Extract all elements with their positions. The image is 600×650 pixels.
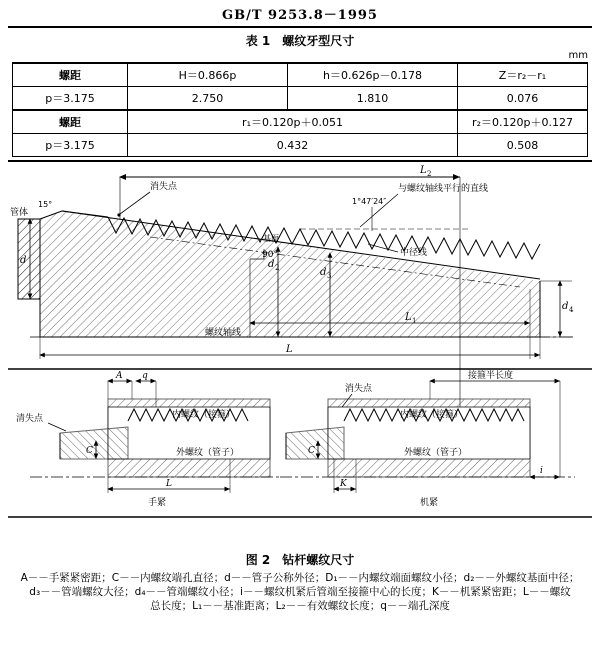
table-cell: H＝0.866p [128,63,288,87]
svg-text:d: d [562,301,569,312]
table-cell: 0.076 [458,87,588,111]
svg-text:d: d [20,255,27,266]
table-row [13,87,588,111]
svg-text:内螺纹（接箍）: 内螺纹（接箍） [400,410,464,420]
table-cell: Z＝r₂－r₁ [458,63,588,87]
svg-text:d: d [320,267,327,278]
table-cell: p＝3.175 [13,87,128,111]
table-cell: 螺距 [13,63,128,87]
svg-text:d: d [268,259,275,270]
table-cell: 螺距 [13,110,128,134]
svg-text:与螺纹轴线平行的直线: 与螺纹轴线平行的直线 [398,184,489,194]
legend-line-3: 总长度；L₁－－基准距离；L₂－－有效螺纹长度；q－－端孔深度 [150,600,450,613]
svg-text:q: q [142,371,148,381]
svg-text:3: 3 [327,272,332,280]
table1-title: 表 1 螺纹牙型尺寸 [245,34,355,48]
svg-text:螺纹轴线: 螺纹轴线 [205,328,242,338]
svg-text:K: K [340,479,347,489]
table-row [13,134,588,157]
svg-text:基面: 基面 [263,234,279,243]
svg-text:消失点: 消失点 [150,182,178,192]
svg-text:15°: 15° [38,200,53,209]
thread-profile-table [12,62,588,157]
table-cell: 2.750 [128,87,288,111]
table-cell: r₁＝0.120p＋0.051 [128,110,458,134]
table-row [13,63,588,87]
table-cell: r₂＝0.120p＋0.127 [458,110,588,134]
svg-text:接箍半长度: 接箍半长度 [468,371,514,381]
header-rule [8,26,592,28]
svg-text:L: L [166,479,172,489]
figure-caption: 图 2 钻杆螺纹尺寸 [245,553,355,567]
table-cell: 0.508 [458,134,588,157]
svg-text:C: C [86,446,93,456]
svg-text:90°: 90° [262,250,278,260]
legend-line-1: A－－手紧紧密距；C－－内螺纹端孔直径；d－－管子公称外径；D₁－－内螺纹端面螺纹小径；d₂－－外螺纹基面中径； [20,572,580,584]
svg-text:A: A [116,371,123,381]
svg-text:外螺纹（管子）: 外螺纹（管子） [176,448,240,458]
figure-2 [0,159,600,549]
svg-text:2: 2 [427,170,432,178]
svg-text:中径线: 中径线 [400,248,428,258]
svg-text:L: L [420,165,427,176]
svg-text:机紧: 机紧 [420,498,439,508]
svg-text:手紧: 手紧 [148,498,167,508]
svg-text:L: L [405,312,412,323]
svg-text:i: i [540,466,543,476]
table-row [13,110,588,134]
legend-line-2: d₃－－管端螺纹大径；d₄－－管端螺纹小径；i－－螺纹机紧后管端至接箍中心的长度；K－－机紧紧密距；L－－螺纹 [29,586,571,599]
svg-text:消失点: 消失点 [345,384,373,394]
table-cell: h＝0.626p－0.178 [288,63,458,87]
table-cell: p＝3.175 [13,134,128,157]
svg-text:内螺纹（接箍）: 内螺纹（接箍） [172,410,236,420]
svg-text:管体: 管体 [10,208,29,218]
standard-number: GB/T 9253.8－1995 [222,8,378,23]
svg-text:外螺纹（管子）: 外螺纹（管子） [404,448,468,458]
figure-legend [10,571,590,614]
svg-text:1°47′24″: 1°47′24″ [352,197,387,206]
table-cell: 0.432 [128,134,458,157]
svg-text:2: 2 [275,264,280,272]
svg-text:清失点: 清失点 [16,414,44,424]
svg-text:4: 4 [569,306,574,314]
table1-unit: mm [568,50,588,61]
svg-text:L: L [286,344,293,355]
svg-text:1: 1 [412,317,417,325]
table-cell: 1.810 [288,87,458,111]
svg-text:C: C [308,446,315,456]
